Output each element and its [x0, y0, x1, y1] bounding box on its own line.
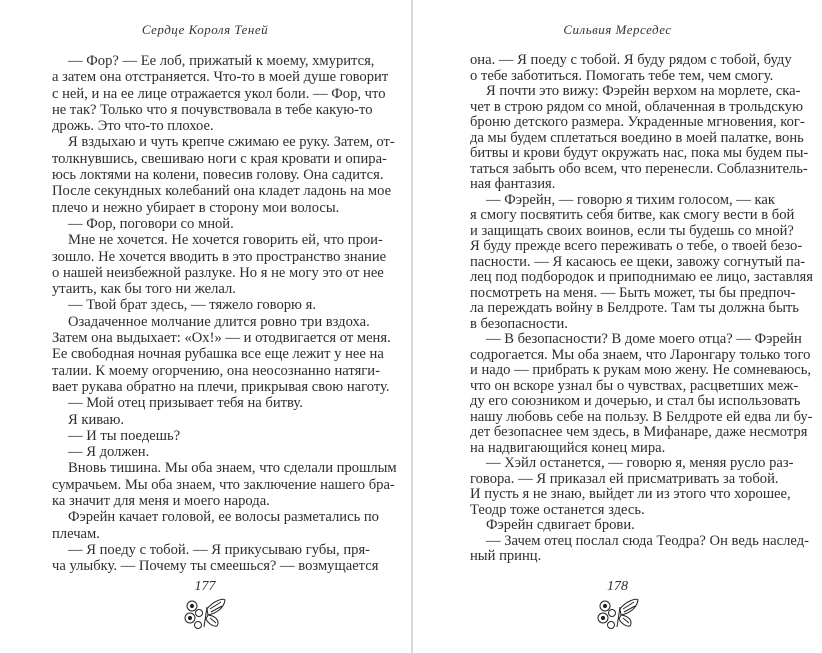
butterfly-flowers-icon	[596, 597, 640, 631]
text-line: пасности. — Я касаюсь ее щеки, завожу согнутый па-	[470, 253, 806, 270]
text-line: плечам.	[52, 525, 100, 542]
text-line: Мне не хочется. Не хочется говорить ей, что прои-	[68, 232, 383, 249]
text-line: нашу любовь себе на пользу. В Белдроте ей едва ли бу-	[470, 408, 813, 425]
text-line: посмотреть на меня. — Быть может, ты бы предпоч-	[470, 284, 796, 301]
text-line: И пусть я не знаю, выйдет ли из этого что хорошее,	[470, 486, 791, 502]
text-line: — Мой отец призывает тебя на битву.	[68, 395, 303, 412]
text-line: — Я должен.	[68, 444, 150, 461]
text-line: вает рукава обратно на плечи, прикрывая свою наготу.	[52, 378, 390, 395]
text-line: сумрачьем. Мы оба знаем, что заключение нашего бра-	[52, 476, 395, 493]
text-line: — В безопасности? В доме моего отца? — Фэрейн	[486, 331, 802, 347]
text-line: Я буду прежде всего переживать о тебе, о твоей безо-	[470, 238, 803, 254]
text-line: — Фэрейн, — говорю я тихим голосом, — как	[486, 191, 775, 208]
text-line: — Хэйл останется, — говорю я, меняя русло раз-	[486, 455, 794, 471]
text-line: ду его союзником и дочерью, и стал бы использовать	[470, 393, 801, 409]
text-line: содрогается. Мы оба знаем, что Ларонгару только того	[470, 346, 811, 363]
text-line: зошло. Не хочется вводить в это пространство знание	[52, 248, 387, 265]
text-line: да мы будем сплетаться воедино в моей палатке, вонь	[470, 129, 804, 146]
text-line: Я вздыхаю и чуть крепче сжимаю ее руку. Затем, от-	[68, 134, 395, 151]
text-line: ча улыбку. — Почему ты смеешься? — возмущается	[52, 558, 379, 575]
text-line: Затем она выдыхает: «Ох!» — и отодвигается от меня.	[52, 330, 391, 347]
text-line: ла переждать войну в Белдроте. Там ты должна быть	[470, 300, 799, 316]
text-line: не так? Только что я почувствовала в тебе какую-то	[52, 101, 373, 118]
text-line: — Фор, поговори со мной.	[68, 215, 234, 232]
text-line: Вновь тишина. Мы оба знаем, что сделали прошлым	[68, 460, 397, 477]
text-line: ная фантазия.	[470, 176, 556, 192]
text-line: дрожь. Это что-то плохое.	[52, 118, 214, 135]
text-line: утаить, как бы того ни желал.	[52, 281, 236, 298]
text-line: и защищать своих воинов, если ты будешь со мной?	[470, 222, 794, 239]
text-line: что он вскоре узнал бы о чувствах, расцветших меж-	[470, 377, 799, 394]
page-right	[411, 0, 822, 653]
text-line: После секундных колебаний она кладет ладонь на мое	[52, 183, 392, 200]
text-line: — Зачем отец послал сюда Теодра? Он ведь наслед-	[486, 532, 809, 549]
running-head: Сильвия Мерседес	[563, 22, 672, 37]
body-text	[52, 53, 397, 575]
text-line: толкнувшись, свешиваю ноги с края кровати и опира-	[52, 150, 387, 167]
text-line: а затем она отстраняется. Что-то в моей душе говорит	[52, 69, 389, 86]
text-line: Фэрейн сдвигает брови.	[486, 517, 635, 533]
text-line: чет в строю рядом со мной, облаченная в трольдскую	[470, 98, 803, 115]
text-line: — И ты поедешь?	[68, 427, 181, 444]
text-line: лец под подбородок и приподнимаю ее лицо, заставляя	[470, 269, 813, 285]
text-line: Ее свободная ночная рубашка все еще лежит у нее на	[52, 346, 384, 363]
text-line: дет безопаснее чем здесь, в Мифанаре, даже несмотря	[470, 424, 808, 440]
text-line: Я почти это вижу: Фэрейн верхом на морлете, ска-	[486, 83, 801, 99]
text-line: — Фор? — Ее лоб, прижатый к моему, хмурится,	[68, 53, 375, 69]
text-line: о нашей неизбежной разлуке. Но я не могу это от нее	[52, 264, 384, 281]
butterfly-flowers-icon	[183, 597, 227, 631]
text-line: я смогу посвятить себя битве, как смогу вести в бой	[470, 207, 795, 223]
text-line: она. — Я поеду с тобой. Я буду рядом с тобой, буду	[470, 52, 792, 68]
text-line: таться забыть обо всем, что перенесли. Соблазнитель-	[470, 160, 808, 177]
text-line: Теодр тоже останется здесь.	[470, 501, 645, 518]
text-line: — Твой брат здесь, — тяжело говорю я.	[68, 297, 316, 314]
text-line: ка значит для меня и моего народа.	[52, 493, 270, 510]
page-number: 178	[607, 579, 628, 594]
text-line: говора. — Я приказал ей присматривать за тобой.	[470, 470, 779, 487]
text-line: ный принц.	[470, 548, 542, 564]
page-left	[0, 0, 410, 653]
text-line: Фэрейн качает головой, ее волосы разметались по	[68, 509, 379, 526]
text-line: броню детского размера. Украденные мгновения, ког-	[470, 114, 805, 130]
text-line: Я киваю.	[68, 411, 125, 428]
text-line: битвы и крови будут окружать нас, пока мы будем пы-	[470, 145, 809, 161]
text-line: плечо и нежно убирает в сторону мои волосы.	[52, 199, 340, 216]
text-line: в безопасности.	[470, 315, 568, 332]
running-head: Сердце Короля Теней	[141, 22, 269, 37]
text-line: на надвигающийся конец мира.	[470, 439, 666, 456]
text-line: и надо — прибрать к рукам мою жену. Не сомневаюсь,	[470, 362, 812, 378]
text-line: Озадаченное молчание длится ровно три вздоха.	[68, 313, 370, 330]
text-line: — Я поеду с тобой. — Я прикусываю губы, пря-	[68, 541, 371, 558]
text-line: с ней, и на ее лице отражается укол боли. — Фор, что	[52, 85, 386, 102]
text-line: о тебе заботиться. Помогать тебе тем, чем смогу.	[470, 67, 774, 84]
body-text	[470, 52, 813, 565]
text-line: талии. К моему огорчению, она неосознанно натяги-	[52, 362, 380, 379]
text-line: юсь локтями на колени, повесив голову. Она садится.	[52, 167, 384, 184]
page-number: 177	[194, 579, 216, 594]
